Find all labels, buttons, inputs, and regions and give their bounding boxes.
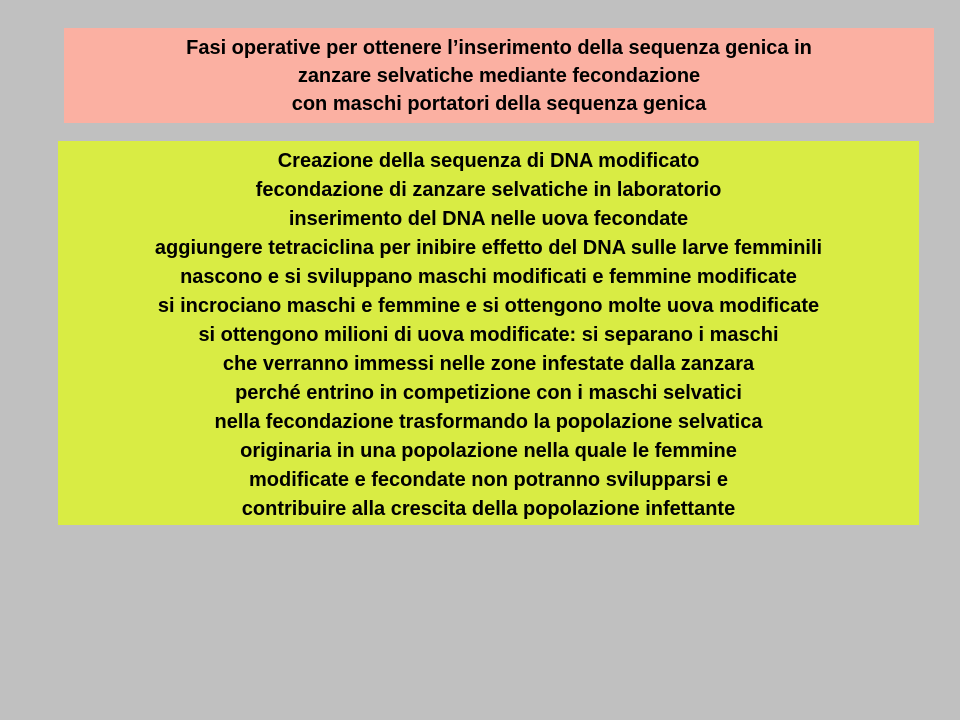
body-text-line: si ottengono milioni di uova modificate: si separano i maschi — [198, 324, 779, 346]
body-text-line: Creazione della sequenza di DNA modificato — [277, 150, 700, 172]
body-text-line: modificate e fecondate non potranno svilupparsi e — [249, 469, 728, 491]
body-text-line: fecondazione di zanzare selvatiche in laboratorio — [255, 179, 722, 201]
body-text-line: inserimento del DNA nelle uova fecondate — [288, 208, 689, 230]
body-text-line: contribuire alla crescita della popolazione infettante — [241, 498, 736, 520]
body-text-line: che verranno immessi nelle zone infestate dalla zanzara — [222, 353, 755, 375]
body-text-line: aggiungere tetraciclina per inibire effetto del DNA sulle larve femminili — [154, 237, 823, 259]
body-text-line: nascono e si sviluppano maschi modificati e femmine modificate — [180, 266, 797, 288]
slide-title-line: Fasi operative per ottenere l’inserimento della sequenza genica in — [186, 36, 812, 59]
body-text-line: si incrociano maschi e femmine e si ottengono molte uova modificate — [157, 295, 820, 317]
body-text-line: nella fecondazione trasformando la popolazione selvatica — [214, 411, 763, 433]
slide-title-line: zanzare selvatiche mediante fecondazione — [297, 64, 701, 87]
body-text-line: perché entrino in competizione con i maschi selvatici — [235, 382, 742, 404]
slide-title-box — [64, 28, 934, 123]
body-text-line: originaria in una popolazione nella quale le femmine — [240, 440, 737, 462]
slide-title-line: con maschi portatori della sequenza genica — [291, 92, 707, 115]
slide-body-box — [58, 141, 919, 525]
